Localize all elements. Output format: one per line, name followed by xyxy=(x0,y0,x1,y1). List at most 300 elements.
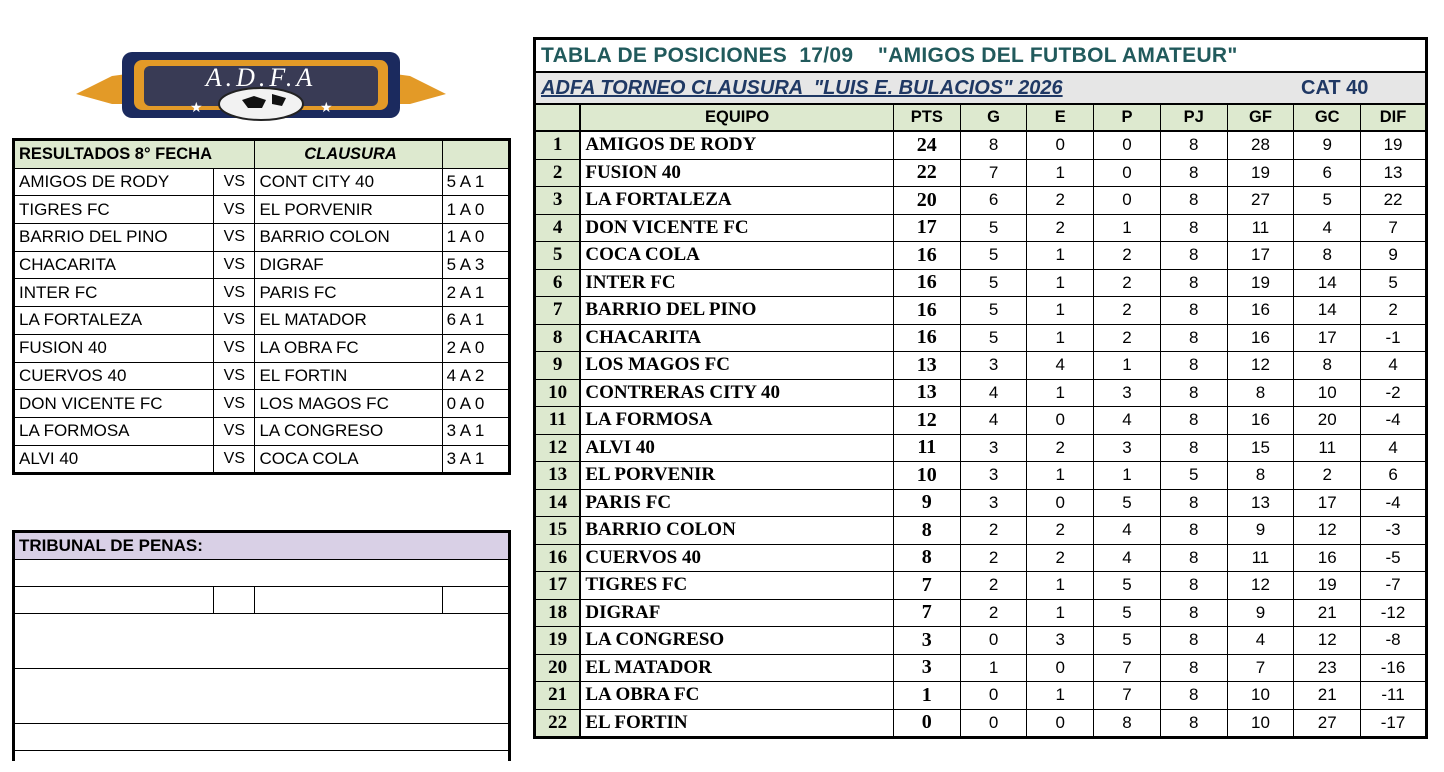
standings-gf-cell: 10 xyxy=(1227,682,1294,710)
standings-pos-cell: 2 xyxy=(535,159,581,187)
standings-p-cell: 1 xyxy=(1094,462,1161,490)
result-home-team: ALVI 40 xyxy=(14,445,214,474)
standings-g-cell: 0 xyxy=(960,709,1027,738)
standings-row xyxy=(535,462,1427,490)
standings-row xyxy=(535,627,1427,655)
standings-e-cell: 0 xyxy=(1027,407,1094,435)
standings-team-cell: CHACARITA xyxy=(580,324,893,352)
standings-pj-cell: 8 xyxy=(1160,599,1227,627)
standings-pj-cell: 8 xyxy=(1160,131,1227,159)
standings-e-cell: 1 xyxy=(1027,269,1094,297)
standings-gc-cell: 23 xyxy=(1294,654,1361,682)
penalty-row xyxy=(14,560,510,587)
result-score: 5 A 1 xyxy=(442,168,509,196)
standings-g-cell: 2 xyxy=(960,599,1027,627)
standings-pj-cell: 8 xyxy=(1160,407,1227,435)
standings-g-cell: 2 xyxy=(960,572,1027,600)
result-away-team: EL PORVENIR xyxy=(255,196,442,224)
standings-gc-cell: 12 xyxy=(1294,517,1361,545)
standings-team-cell: EL MATADOR xyxy=(580,654,893,682)
standings-g-cell: 4 xyxy=(960,379,1027,407)
result-vs-label: VS xyxy=(214,224,255,252)
standings-pos-cell: 10 xyxy=(535,379,581,407)
standings-gf-cell: 13 xyxy=(1227,489,1294,517)
standings-gc-cell: 14 xyxy=(1294,269,1361,297)
results-header-row xyxy=(14,140,510,169)
standings-e-cell: 1 xyxy=(1027,379,1094,407)
standings-e-cell: 1 xyxy=(1027,324,1094,352)
standings-gc-cell: 14 xyxy=(1294,297,1361,325)
result-vs-label: VS xyxy=(214,362,255,390)
standings-pj-cell: 8 xyxy=(1160,159,1227,187)
standings-g-cell: 5 xyxy=(960,324,1027,352)
penalty-row xyxy=(14,751,510,762)
standings-e-cell: 1 xyxy=(1027,297,1094,325)
standings-header-cell xyxy=(535,104,581,131)
standings-team-cell: LA FORMOSA xyxy=(580,407,893,435)
standings-pts-cell: 20 xyxy=(893,187,960,215)
standings-dif-cell: 22 xyxy=(1361,187,1427,215)
standings-g-cell: 0 xyxy=(960,627,1027,655)
standings-title-row xyxy=(535,39,1427,73)
result-vs-label: VS xyxy=(214,251,255,279)
standings-pj-cell: 8 xyxy=(1160,654,1227,682)
standings-g-cell: 0 xyxy=(960,682,1027,710)
standings-p-cell: 2 xyxy=(1094,269,1161,297)
standings-e-cell: 2 xyxy=(1027,214,1094,242)
standings-gf-cell: 19 xyxy=(1227,159,1294,187)
standings-g-cell: 4 xyxy=(960,407,1027,435)
standings-team-cell: LA CONGRESO xyxy=(580,627,893,655)
standings-dif-cell: -16 xyxy=(1361,654,1427,682)
standings-pos-cell: 15 xyxy=(535,517,581,545)
standings-pj-cell: 8 xyxy=(1160,709,1227,738)
standings-pts-cell: 12 xyxy=(893,407,960,435)
result-home-team: INTER FC xyxy=(14,279,214,307)
adfa-logo xyxy=(72,42,450,124)
standings-pos-cell: 17 xyxy=(535,572,581,600)
standings-row xyxy=(535,544,1427,572)
result-home-team: CHACARITA xyxy=(14,251,214,279)
result-home-team: LA FORTALEZA xyxy=(14,307,214,335)
result-home-team: CUERVOS 40 xyxy=(14,362,214,390)
standings-pj-cell: 8 xyxy=(1160,572,1227,600)
result-score: 0 A 0 xyxy=(442,390,509,418)
standings-gf-cell: 17 xyxy=(1227,242,1294,270)
standings-team-cell: CUERVOS 40 xyxy=(580,544,893,572)
standings-p-cell: 4 xyxy=(1094,407,1161,435)
standings-row xyxy=(535,297,1427,325)
standings-gf-cell: 8 xyxy=(1227,462,1294,490)
standings-gf-cell: 12 xyxy=(1227,572,1294,600)
standings-team-cell: LA FORTALEZA xyxy=(580,187,893,215)
standings-p-cell: 5 xyxy=(1094,572,1161,600)
standings-gf-cell: 15 xyxy=(1227,434,1294,462)
standings-row xyxy=(535,654,1427,682)
standings-pts-cell: 16 xyxy=(893,269,960,297)
standings-pts-cell: 1 xyxy=(893,682,960,710)
standings-gf-cell: 16 xyxy=(1227,324,1294,352)
standings-row xyxy=(535,269,1427,297)
standings-pj-cell: 8 xyxy=(1160,682,1227,710)
standings-g-cell: 5 xyxy=(960,214,1027,242)
result-score: 1 A 0 xyxy=(442,224,509,252)
standings-team-cell: TIGRES FC xyxy=(580,572,893,600)
standings-table xyxy=(533,37,1428,739)
results-table xyxy=(12,138,511,475)
standings-pj-cell: 8 xyxy=(1160,489,1227,517)
standings-row xyxy=(535,407,1427,435)
standings-dif-cell: -7 xyxy=(1361,572,1427,600)
standings-pj-cell: 8 xyxy=(1160,324,1227,352)
standings-pos-cell: 22 xyxy=(535,709,581,738)
standings-p-cell: 4 xyxy=(1094,517,1161,545)
result-row xyxy=(14,417,510,445)
result-row xyxy=(14,279,510,307)
result-score: 6 A 1 xyxy=(442,307,509,335)
standings-dif-cell: -5 xyxy=(1361,544,1427,572)
standings-subtitle: ADFA TORNEO CLAUSURA "LUIS E. BULACIOS" 2026 xyxy=(541,76,1063,99)
standings-pos-cell: 18 xyxy=(535,599,581,627)
result-vs-label: VS xyxy=(214,307,255,335)
result-away-team: EL MATADOR xyxy=(255,307,442,335)
standings-dif-cell: -17 xyxy=(1361,709,1427,738)
standings-pos-cell: 14 xyxy=(535,489,581,517)
standings-g-cell: 5 xyxy=(960,242,1027,270)
standings-gc-cell: 9 xyxy=(1294,131,1361,159)
standings-pj-cell: 8 xyxy=(1160,627,1227,655)
standings-pts-cell: 7 xyxy=(893,572,960,600)
standings-g-cell: 3 xyxy=(960,462,1027,490)
standings-pts-cell: 24 xyxy=(893,131,960,159)
standings-gf-cell: 11 xyxy=(1227,214,1294,242)
standings-team-cell: ALVI 40 xyxy=(580,434,893,462)
results-title: RESULTADOS 8° FECHA xyxy=(14,140,255,169)
results-subtitle: CLAUSURA xyxy=(255,140,442,169)
result-home-team: BARRIO DEL PINO xyxy=(14,224,214,252)
logo-text: A.D.F.A xyxy=(205,63,317,92)
standings-gc-cell: 21 xyxy=(1294,599,1361,627)
standings-pts-cell: 13 xyxy=(893,352,960,380)
standings-team-cell: EL FORTIN xyxy=(580,709,893,738)
result-away-team: BARRIO COLON xyxy=(255,224,442,252)
standings-header-cell: E xyxy=(1027,104,1094,131)
standings-team-cell: BARRIO COLON xyxy=(580,517,893,545)
standings-e-cell: 0 xyxy=(1027,654,1094,682)
standings-e-cell: 1 xyxy=(1027,599,1094,627)
standings-row xyxy=(535,379,1427,407)
standings-pts-cell: 0 xyxy=(893,709,960,738)
standings-row xyxy=(535,709,1427,738)
standings-pj-cell: 8 xyxy=(1160,352,1227,380)
standings-header-cell: GF xyxy=(1227,104,1294,131)
standings-row xyxy=(535,489,1427,517)
standings-dif-cell: 4 xyxy=(1361,352,1427,380)
standings-pj-cell: 8 xyxy=(1160,187,1227,215)
standings-pj-cell: 8 xyxy=(1160,544,1227,572)
standings-gc-cell: 8 xyxy=(1294,242,1361,270)
standings-g-cell: 6 xyxy=(960,187,1027,215)
standings-g-cell: 8 xyxy=(960,131,1027,159)
standings-p-cell: 1 xyxy=(1094,214,1161,242)
standings-gc-cell: 20 xyxy=(1294,407,1361,435)
standings-e-cell: 2 xyxy=(1027,434,1094,462)
result-row xyxy=(14,307,510,335)
standings-p-cell: 7 xyxy=(1094,682,1161,710)
standings-e-cell: 0 xyxy=(1027,709,1094,738)
standings-p-cell: 8 xyxy=(1094,709,1161,738)
standings-p-cell: 5 xyxy=(1094,627,1161,655)
result-vs-label: VS xyxy=(214,279,255,307)
standings-pos-cell: 13 xyxy=(535,462,581,490)
result-away-team: EL FORTIN xyxy=(255,362,442,390)
standings-dif-cell: -1 xyxy=(1361,324,1427,352)
result-row xyxy=(14,251,510,279)
standings-e-cell: 1 xyxy=(1027,159,1094,187)
standings-e-cell: 1 xyxy=(1027,682,1094,710)
result-away-team: PARIS FC xyxy=(255,279,442,307)
standings-gf-cell: 12 xyxy=(1227,352,1294,380)
standings-gc-cell: 2 xyxy=(1294,462,1361,490)
standings-pts-cell: 17 xyxy=(893,214,960,242)
standings-pos-cell: 16 xyxy=(535,544,581,572)
result-away-team: COCA COLA xyxy=(255,445,442,474)
standings-p-cell: 1 xyxy=(1094,352,1161,380)
standings-gc-cell: 17 xyxy=(1294,324,1361,352)
standings-header-row xyxy=(535,104,1427,131)
result-score: 3 A 1 xyxy=(442,417,509,445)
standings-pj-cell: 8 xyxy=(1160,434,1227,462)
standings-subtitle-row xyxy=(535,72,1427,104)
standings-dif-cell: -11 xyxy=(1361,682,1427,710)
standings-gc-cell: 19 xyxy=(1294,572,1361,600)
standings-pts-cell: 16 xyxy=(893,242,960,270)
standings-gf-cell: 9 xyxy=(1227,599,1294,627)
standings-pos-cell: 1 xyxy=(535,131,581,159)
standings-dif-cell: -4 xyxy=(1361,407,1427,435)
standings-row xyxy=(535,572,1427,600)
standings-e-cell: 2 xyxy=(1027,544,1094,572)
standings-pos-cell: 9 xyxy=(535,352,581,380)
standings-pos-cell: 7 xyxy=(535,297,581,325)
result-score: 2 A 0 xyxy=(442,334,509,362)
standings-team-cell: LA OBRA FC xyxy=(580,682,893,710)
standings-pts-cell: 3 xyxy=(893,654,960,682)
penalty-header-row xyxy=(14,532,510,560)
standings-gf-cell: 8 xyxy=(1227,379,1294,407)
standings-gf-cell: 11 xyxy=(1227,544,1294,572)
standings-g-cell: 7 xyxy=(960,159,1027,187)
standings-header-cell: GC xyxy=(1294,104,1361,131)
standings-e-cell: 1 xyxy=(1027,242,1094,270)
standings-dif-cell: -12 xyxy=(1361,599,1427,627)
result-away-team: LA CONGRESO xyxy=(255,417,442,445)
standings-pos-cell: 20 xyxy=(535,654,581,682)
standings-pos-cell: 3 xyxy=(535,187,581,215)
logo-star-icon: ★ xyxy=(190,100,203,116)
standings-g-cell: 1 xyxy=(960,654,1027,682)
result-away-team: LA OBRA FC xyxy=(255,334,442,362)
standings-gf-cell: 27 xyxy=(1227,187,1294,215)
standings-row xyxy=(535,517,1427,545)
standings-pj-cell: 8 xyxy=(1160,517,1227,545)
standings-row xyxy=(535,214,1427,242)
result-row xyxy=(14,445,510,474)
standings-g-cell: 3 xyxy=(960,352,1027,380)
standings-gc-cell: 5 xyxy=(1294,187,1361,215)
standings-team-cell: FUSION 40 xyxy=(580,159,893,187)
result-score: 1 A 0 xyxy=(442,196,509,224)
standings-row xyxy=(535,682,1427,710)
result-score: 4 A 2 xyxy=(442,362,509,390)
logo-star-icon: ★ xyxy=(320,100,333,116)
standings-dif-cell: -4 xyxy=(1361,489,1427,517)
standings-row xyxy=(535,159,1427,187)
standings-p-cell: 7 xyxy=(1094,654,1161,682)
standings-pos-cell: 5 xyxy=(535,242,581,270)
standings-dif-cell: 5 xyxy=(1361,269,1427,297)
standings-dif-cell: 4 xyxy=(1361,434,1427,462)
standings-dif-cell: -2 xyxy=(1361,379,1427,407)
standings-row xyxy=(535,131,1427,159)
standings-pts-cell: 22 xyxy=(893,159,960,187)
standings-g-cell: 2 xyxy=(960,517,1027,545)
standings-pts-cell: 10 xyxy=(893,462,960,490)
standings-p-cell: 0 xyxy=(1094,159,1161,187)
standings-e-cell: 0 xyxy=(1027,131,1094,159)
standings-row xyxy=(535,187,1427,215)
penalty-row xyxy=(14,724,510,751)
standings-dif-cell: -3 xyxy=(1361,517,1427,545)
result-row xyxy=(14,196,510,224)
standings-pts-cell: 13 xyxy=(893,379,960,407)
standings-team-cell: COCA COLA xyxy=(580,242,893,270)
standings-dif-cell: 13 xyxy=(1361,159,1427,187)
result-home-team: FUSION 40 xyxy=(14,334,214,362)
result-vs-label: VS xyxy=(214,417,255,445)
penalty-row xyxy=(14,669,510,724)
result-away-team: CONT CITY 40 xyxy=(255,168,442,196)
standings-p-cell: 2 xyxy=(1094,324,1161,352)
standings-e-cell: 4 xyxy=(1027,352,1094,380)
standings-gf-cell: 7 xyxy=(1227,654,1294,682)
standings-g-cell: 5 xyxy=(960,297,1027,325)
standings-e-cell: 2 xyxy=(1027,187,1094,215)
standings-gf-cell: 9 xyxy=(1227,517,1294,545)
standings-p-cell: 4 xyxy=(1094,544,1161,572)
standings-row xyxy=(535,434,1427,462)
result-home-team: AMIGOS DE RODY xyxy=(14,168,214,196)
standings-p-cell: 3 xyxy=(1094,434,1161,462)
standings-row xyxy=(535,242,1427,270)
standings-g-cell: 3 xyxy=(960,434,1027,462)
standings-e-cell: 1 xyxy=(1027,572,1094,600)
standings-header-cell: P xyxy=(1094,104,1161,131)
result-score: 3 A 1 xyxy=(442,445,509,474)
standings-row xyxy=(535,599,1427,627)
standings-gf-cell: 16 xyxy=(1227,407,1294,435)
standings-gc-cell: 10 xyxy=(1294,379,1361,407)
standings-team-cell: EL PORVENIR xyxy=(580,462,893,490)
penalty-row xyxy=(14,614,510,669)
standings-pos-cell: 19 xyxy=(535,627,581,655)
standings-pj-cell: 8 xyxy=(1160,379,1227,407)
result-row xyxy=(14,390,510,418)
standings-dif-cell: 19 xyxy=(1361,131,1427,159)
standings-pos-cell: 6 xyxy=(535,269,581,297)
standings-pts-cell: 3 xyxy=(893,627,960,655)
standings-g-cell: 3 xyxy=(960,489,1027,517)
penalty-title: TRIBUNAL DE PENAS: xyxy=(14,532,510,560)
standings-p-cell: 2 xyxy=(1094,242,1161,270)
result-home-team: LA FORMOSA xyxy=(14,417,214,445)
standings-gf-cell: 10 xyxy=(1227,709,1294,738)
result-vs-label: VS xyxy=(214,196,255,224)
standings-pj-cell: 5 xyxy=(1160,462,1227,490)
standings-gc-cell: 4 xyxy=(1294,214,1361,242)
result-vs-label: VS xyxy=(214,445,255,474)
standings-p-cell: 3 xyxy=(1094,379,1161,407)
standings-pts-cell: 9 xyxy=(893,489,960,517)
standings-gf-cell: 28 xyxy=(1227,131,1294,159)
standings-pos-cell: 12 xyxy=(535,434,581,462)
standings-gc-cell: 17 xyxy=(1294,489,1361,517)
standings-e-cell: 0 xyxy=(1027,489,1094,517)
standings-gc-cell: 6 xyxy=(1294,159,1361,187)
standings-dif-cell: 6 xyxy=(1361,462,1427,490)
result-vs-label: VS xyxy=(214,334,255,362)
standings-dif-cell: 2 xyxy=(1361,297,1427,325)
standings-header-cell: EQUIPO xyxy=(580,104,893,131)
standings-gc-cell: 12 xyxy=(1294,627,1361,655)
standings-p-cell: 0 xyxy=(1094,187,1161,215)
standings-team-cell: CONTRERAS CITY 40 xyxy=(580,379,893,407)
results-header-blank xyxy=(442,140,509,169)
standings-team-cell: DIGRAF xyxy=(580,599,893,627)
standings-team-cell: PARIS FC xyxy=(580,489,893,517)
standings-team-cell: INTER FC xyxy=(580,269,893,297)
result-score: 5 A 3 xyxy=(442,251,509,279)
result-away-team: LOS MAGOS FC xyxy=(255,390,442,418)
standings-gf-cell: 4 xyxy=(1227,627,1294,655)
result-row xyxy=(14,362,510,390)
standings-gc-cell: 16 xyxy=(1294,544,1361,572)
standings-gc-cell: 21 xyxy=(1294,682,1361,710)
standings-team-cell: DON VICENTE FC xyxy=(580,214,893,242)
standings-pj-cell: 8 xyxy=(1160,297,1227,325)
standings-pos-cell: 21 xyxy=(535,682,581,710)
standings-e-cell: 2 xyxy=(1027,517,1094,545)
standings-row xyxy=(535,352,1427,380)
result-row xyxy=(14,334,510,362)
standings-pts-cell: 16 xyxy=(893,324,960,352)
result-vs-label: VS xyxy=(214,390,255,418)
penalty-tribunal-table xyxy=(12,530,511,761)
standings-p-cell: 2 xyxy=(1094,297,1161,325)
standings-p-cell: 0 xyxy=(1094,131,1161,159)
result-vs-label: VS xyxy=(214,168,255,196)
standings-pts-cell: 16 xyxy=(893,297,960,325)
result-row xyxy=(14,224,510,252)
standings-row xyxy=(535,324,1427,352)
standings-g-cell: 5 xyxy=(960,269,1027,297)
standings-p-cell: 5 xyxy=(1094,599,1161,627)
standings-team-cell: BARRIO DEL PINO xyxy=(580,297,893,325)
standings-pj-cell: 8 xyxy=(1160,269,1227,297)
standings-g-cell: 2 xyxy=(960,544,1027,572)
category-label: CAT 40 xyxy=(1301,76,1369,99)
standings-gc-cell: 27 xyxy=(1294,709,1361,738)
